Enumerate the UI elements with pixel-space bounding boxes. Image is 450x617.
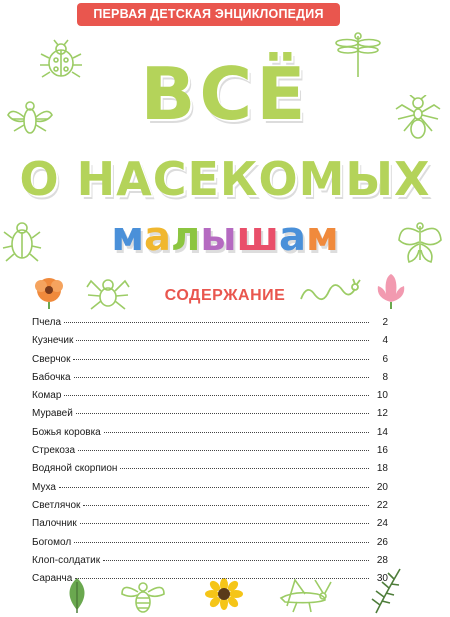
- item-page: 10: [376, 390, 388, 402]
- list-item[interactable]: [32, 317, 388, 335]
- title-line1: ВСЁ: [140, 52, 310, 136]
- item-page: 6: [382, 353, 388, 365]
- title-line2: О НАСЕКОМЫХ: [19, 152, 431, 206]
- item-page: 28: [376, 554, 388, 566]
- item-name: Пчела: [32, 317, 62, 328]
- item-name: Палочник: [32, 518, 77, 530]
- item-name: Комар: [32, 390, 62, 402]
- dot-leader: [64, 322, 369, 323]
- item-name: Богомол: [32, 536, 72, 548]
- subtitle-letter: л: [171, 214, 201, 260]
- item-name: Стрекоза: [32, 445, 76, 457]
- list-item[interactable]: [32, 445, 388, 463]
- subtitle-letter: а: [278, 214, 306, 260]
- table-of-contents: [32, 317, 388, 591]
- dot-leader: [73, 359, 369, 360]
- dot-leader: [59, 487, 369, 488]
- dot-leader: [78, 450, 369, 451]
- item-page: 4: [382, 335, 388, 347]
- dot-leader: [80, 523, 369, 524]
- item-name: Муха: [32, 481, 56, 493]
- item-name: Светлячок: [32, 499, 81, 511]
- dot-leader: [74, 542, 369, 543]
- series-banner: ПЕРВАЯ ДЕТСКАЯ ЭНЦИКЛОПЕДИЯ: [77, 3, 340, 26]
- dot-leader: [120, 468, 369, 469]
- subtitle-letter: м: [111, 214, 145, 260]
- item-name: Сверчок: [32, 353, 71, 365]
- item-page: 22: [376, 499, 388, 511]
- item-page: 12: [376, 408, 388, 420]
- item-name: Божья коровка: [32, 426, 101, 438]
- subtitle-letter: ы: [200, 214, 237, 260]
- dot-leader: [104, 432, 369, 433]
- dot-leader: [74, 377, 369, 378]
- item-name: Кузнечик: [32, 335, 74, 347]
- list-item[interactable]: [32, 408, 388, 426]
- item-page: 30: [376, 573, 388, 585]
- list-item[interactable]: [32, 482, 388, 500]
- item-name: Клоп-солдатик: [32, 554, 101, 566]
- subtitle-letter: м: [305, 214, 339, 260]
- item-page: 16: [376, 445, 388, 457]
- dot-leader: [64, 395, 369, 396]
- item-name: Бабочка: [32, 371, 71, 383]
- item-page: 24: [376, 518, 388, 530]
- list-item[interactable]: [32, 500, 388, 518]
- contents-title: СОДЕРЖАНИЕ: [164, 287, 286, 304]
- list-item[interactable]: [32, 390, 388, 408]
- list-item[interactable]: [32, 427, 388, 445]
- subtitle-letter: а: [144, 214, 172, 260]
- item-page: 20: [376, 481, 388, 493]
- list-item[interactable]: [32, 463, 388, 481]
- item-page: 18: [376, 463, 388, 475]
- list-item[interactable]: [32, 573, 388, 591]
- item-name: Саранча: [32, 573, 73, 585]
- dot-leader: [76, 413, 369, 414]
- subtitle: [0, 212, 450, 262]
- item-name: Муравей: [32, 408, 73, 420]
- list-item[interactable]: [32, 518, 388, 536]
- list-item[interactable]: [32, 555, 388, 573]
- item-page: 26: [376, 536, 388, 548]
- item-name: Водяной скорпион: [32, 463, 118, 475]
- dot-leader: [83, 505, 369, 506]
- item-page: 2: [382, 317, 388, 328]
- subtitle-letter: ш: [236, 214, 279, 260]
- item-page: 8: [382, 371, 388, 383]
- list-item[interactable]: [32, 537, 388, 555]
- item-page: 14: [376, 426, 388, 438]
- list-item[interactable]: [32, 354, 388, 372]
- list-item[interactable]: [32, 372, 388, 390]
- dot-leader: [76, 340, 369, 341]
- dot-leader: [103, 560, 369, 561]
- list-item[interactable]: [32, 335, 388, 353]
- dot-leader: [75, 578, 369, 579]
